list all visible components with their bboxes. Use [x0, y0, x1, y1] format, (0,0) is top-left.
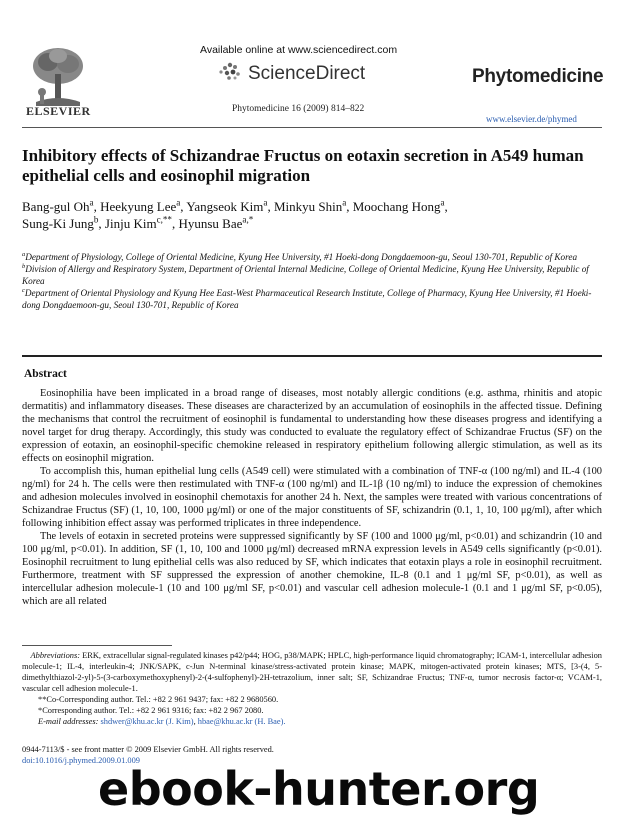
- author: Sung-Ki Jung$^b$,: [22, 214, 105, 231]
- author: Bang-gul Oh$^a$,: [22, 197, 101, 214]
- journal-citation: Phytomedicine 16 (2009) 814–822: [232, 104, 365, 114]
- author: Minkyu Shin$^a$,: [273, 197, 353, 214]
- author: Hyunsu Bae$^{a,*}$: [178, 214, 254, 231]
- doi-link[interactable]: doi:10.1016/j.phymed.2009.01.009: [22, 756, 140, 765]
- footnote-divider: [22, 645, 172, 646]
- author: Heekyung Lee$^a$,: [100, 197, 187, 214]
- email-footnote: E-mail addresses: shdwer@khu.ac.kr (J. Kim), hbae@khu.ac.kr (H. Bae).: [38, 717, 286, 726]
- header-divider: [22, 127, 602, 128]
- journal-name: Phytomedicine: [472, 66, 604, 87]
- abstract-body: [22, 387, 602, 608]
- email-link[interactable]: shdwer@khu.ac.kr (J. Kim): [100, 717, 194, 726]
- sciencedirect-dots-icon: [217, 58, 243, 84]
- author: Yangseok Kim$^a$,: [186, 197, 274, 214]
- available-online-text[interactable]: Available online at www.sciencedirect.com: [200, 44, 398, 56]
- issn-line: 0944-7113/$ - see front matter © 2009 Elsevier GmbH. All rights reserved.: [22, 745, 274, 754]
- sciencedirect-logo-text: ScienceDirect: [248, 63, 366, 84]
- publisher-name: ELSEVIER: [26, 104, 91, 118]
- affiliation: $^b$Division of Allergy and Respiratory System, Department of Oriental Internal Medicine, College of Oriental Medicine, Kyung Hee University, Republic of Korea: [22, 262, 589, 286]
- watermark-text: ebook-hunter.org: [98, 762, 540, 816]
- affiliation: $^a$Department of Physiology, College of Oriental Medicine, Kyung Hee University, #1 Hoeki-dong Dongdaemoon-gu, Seoul 130-701, Republic of Korea: [22, 250, 578, 262]
- abbreviations-footnote: Abbreviations: ERK, extracellular signal-regulated kinases p42/p44; HOG, p38/MAPK; HPLC, high-performance liquid chromatography; ICAM-1, intercellular adhesion molecule-1; IL-4, interleukin-4; JNK/SAPK, c-Jun N-terminal kinase/stress-activated protein kinase; MAPK, mitogen-activated protein kinases; MTS, [3-(4, 5-dimethylthiazol-2-yl)-5-(3-carboxymethoxyphenyl)-2-(4-sulfophenyl)-2H-tetrazolium, inner salt; SF, Schizandrae Fructus; TNF-α, tumor necrosis factor-α; VCAM-1, vascular cell adhesion molecule-1.: [22, 651, 602, 693]
- author: Jinju Kim$^{c,**}$,: [104, 214, 179, 231]
- abstract-paragraph: To accomplish this, human epithelial lung cells (A549 cell) were stimulated with a combination of TNF-α (100 ng/ml) and IL-4 (100 ng/ml) for 24 h. The cells were then restimulated with TNF-α (100 ng/ml) and IL-1β (10 ng/ml) to induce the expression of chemokines and adhesion molecules involved in eosinophil chemotaxis for another 24 h. Next, the samples were treated with various concentrations of Schizandrae Fructus (SF) (1, 10, 100, 1000 μg/ml) or one of the major constituents of SF, schizandrin (0.1, 1, 10, 100 μg/ml), after which following inhibition effect assay was performed triplicates in three independence.: [22, 466, 602, 529]
- affiliation: $^c$Department of Oriental Physiology and Kyung Hee East-West Pharmaceutical Research Institute, College of Pharmacy, Kyung Hee University, #1 Hoeki-dong Dongdaemoon-gu, Seoul 130-701, Republic of Korea: [22, 286, 592, 310]
- elsevier-tree-logo: [30, 44, 86, 110]
- abstract-top-divider: [22, 355, 602, 357]
- footnotes: [22, 650, 602, 727]
- corresponding-footnote: *Corresponding author. Tel.: +82 2 961 9316; fax: +82 2 967 2080.: [38, 706, 264, 715]
- author-list: [22, 198, 602, 232]
- affiliations: [22, 251, 602, 311]
- abstract-paragraph: The levels of eotaxin in secreted proteins were suppressed significantly by SF (100 and 1000 μg/ml, p<0.01) and schizandrin (10 and 100 μg/ml, p<0.01). In addition, SF (1, 10, 100 and 1000 μg/ml) decreased mRNA expression levels in A549 cells significantly (p<0.01). Eosinophil recruitment to lung epithelial cells was also reduced by SF, which indicates that eotaxin plays a role in eosinophil recruitment. Furthermore, treatment with SF suppressed the expression of another chemokine, IL-8 (0.1 and 1 μg/ml SF, p<0.01), as well as intercellular adhesion molecule-1 (10 and 100 μg/ml SF, p<0.01) and vascular cell adhesion molecule-1 (0.1 and 1 μg/ml SF, p<0.05), which are all related: [22, 531, 602, 607]
- author: Moochang Hong$^a$,: [352, 197, 448, 214]
- abstract-heading: Abstract: [24, 368, 67, 380]
- journal-url-link[interactable]: www.elsevier.de/phymed: [486, 114, 577, 124]
- abstract-paragraph: Eosinophilia have been implicated in a broad range of diseases, most notably allergic conditions (e.g. asthma, rhinitis and atopic dermatitis) and inflammatory diseases. These diseases are characterized by an accumulation of eosinophils in the affected tissue. Defining the mechanisms that control the recruitment of eosinophil is fundamental to understanding how these diseases progress and identifying a novel target for drug therapy. Accordingly, this study was conducted to evaluate the regulatory effect of Schizandrae Fructus (SF) on the expression of eotaxin, an eosinophil-specific chemokine released in respiratory epithelium following allergic stimulation, as well as its effects on eosinophil migration.: [22, 388, 602, 464]
- co-corresponding-footnote: **Co-Corresponding author. Tel.: +82 2 961 9437; fax: +82 2 9680560.: [38, 695, 279, 704]
- article-title: Inhibitory effects of Schizandrae Fructus on eotaxin secretion in A549 human epithelial cells and eosinophil migration: [22, 146, 584, 185]
- email-link[interactable]: hbae@khu.ac.kr (H. Bae).: [197, 717, 286, 726]
